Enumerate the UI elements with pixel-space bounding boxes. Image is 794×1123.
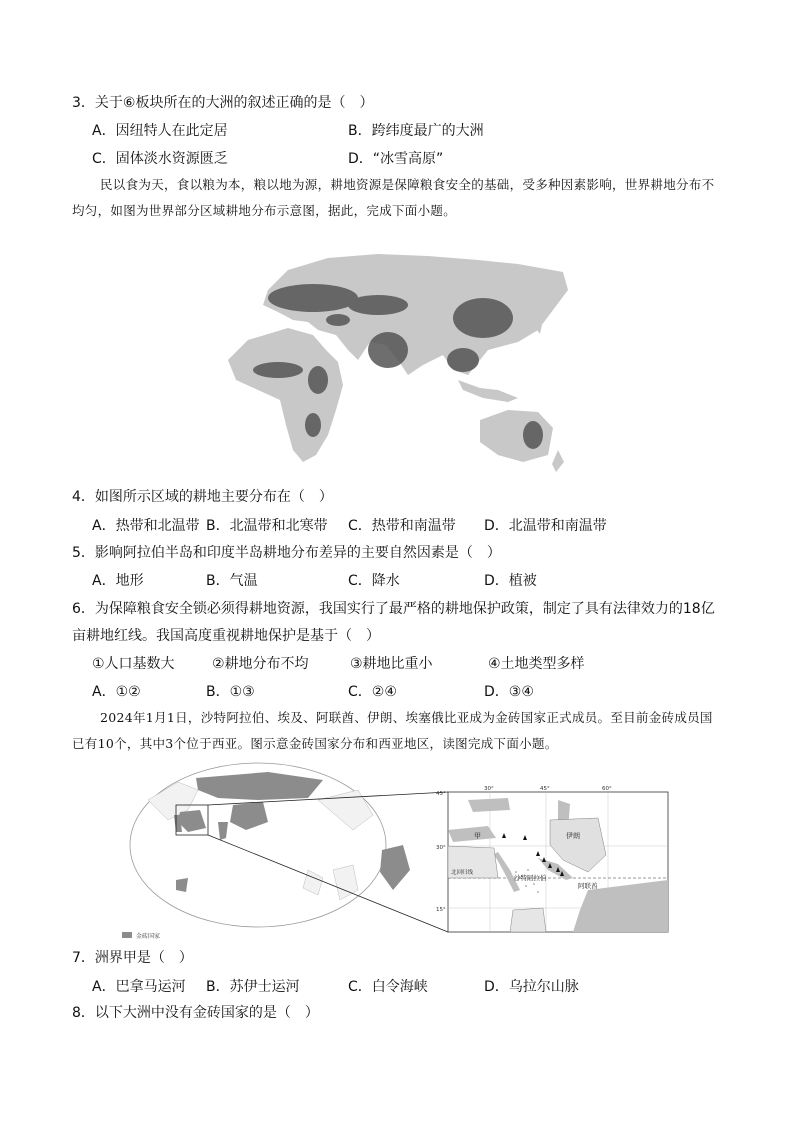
lat-label-30: 30° — [436, 845, 446, 851]
label-jia: 甲 — [474, 832, 481, 840]
ethiopia-fill — [510, 908, 546, 932]
cropland-map — [218, 250, 578, 480]
passage-brics: 2024年1月1日，沙特阿拉伯、埃及、阿联酋、伊朗、埃塞俄比亚成为金砖国家正式成员。至目前金砖成员国已有10个，其中3个位于西亚。图示意金砖国家分布和西亚地区，读图完成下面小题。 — [72, 710, 713, 751]
q6-item-3: ③耕地比重小 — [350, 656, 433, 672]
q7-option-b: B．苏伊士运河 — [206, 979, 300, 995]
q4-option-d: D．北温带和南温带 — [484, 518, 607, 534]
label-iran: 伊朗 — [566, 832, 580, 840]
lat-label-45: 45° — [436, 791, 446, 797]
legend-swatch — [122, 932, 132, 938]
q6-stem-line1: 6．为保障粮食安全锁必须得耕地资源，我国实行了最严格的耕地保护政策，制定了具有法律效力的18亿 — [72, 601, 715, 617]
q3-option-b: B．跨纬度最广的大洲 — [348, 123, 484, 139]
q7-option-c: C．白令海峡 — [348, 979, 428, 995]
brazil — [380, 845, 410, 890]
q5-stem: 5．影响阿拉伯半岛和印度半岛耕地分布差异的主要自然因素是（ ） — [72, 545, 501, 561]
brics-map — [118, 760, 678, 945]
africa-landmass — [228, 328, 343, 462]
q3-option-a: A．因纽特人在此定居 — [92, 123, 228, 139]
q5-option-b: B．气温 — [206, 573, 258, 589]
q5-option-a: A．地形 — [92, 573, 144, 589]
label-uae: 阿联酋 — [578, 882, 598, 890]
q5-option-c: C．降水 — [348, 573, 400, 589]
label-saudi: 沙特阿拉伯 — [514, 874, 547, 882]
q3-option-c: C．固体淡水资源匮乏 — [92, 151, 228, 167]
q3-option-d: D．“冰雪高原” — [348, 151, 444, 167]
q6-option-b: B．①③ — [206, 684, 255, 700]
q5-option-d: D．植被 — [484, 573, 537, 589]
q7-stem: 7．洲界甲是（ ） — [72, 950, 193, 966]
southeast-asia-islands — [458, 380, 518, 402]
q3-stem: 3．关于⑥板块所在的大洲的叙述正确的是（ ） — [72, 95, 374, 111]
q6-option-a: A．①② — [92, 684, 141, 700]
q4-option-b: B．北温带和北寒带 — [206, 518, 328, 534]
q7-option-d: D．乌拉尔山脉 — [484, 979, 579, 995]
q6-item-1: ①人口基数大 — [92, 656, 175, 672]
lat-label-15: 15° — [436, 907, 446, 913]
lon-label-60: 60° — [602, 786, 612, 792]
label-tropic: 北回归线 — [451, 870, 474, 876]
q4-stem: 4．如图所示区域的耕地主要分布在（ ） — [72, 489, 333, 505]
passage-cropland: 民以食为天，食以粮为本，粮以地为源，耕地资源是保障粮食安全的基础，受多种因素影响，世界耕地分布不均匀，如图为世界部分区域耕地分布示意图，据此，完成下面小题。 — [72, 177, 715, 218]
south-africa — [176, 878, 188, 892]
lon-label-45: 45° — [540, 786, 550, 792]
new-zealand — [552, 450, 564, 472]
q6-item-2: ②耕地分布不均 — [212, 656, 309, 672]
q4-option-a: A．热带和北温带 — [92, 518, 200, 534]
q6-item-4: ④土地类型多样 — [488, 656, 585, 672]
legend-label: 金砖国家 — [136, 933, 161, 940]
q6-option-d: D．③④ — [484, 684, 534, 700]
west-asia-inset — [436, 786, 668, 932]
q4-option-c: C．热带和南温带 — [348, 518, 456, 534]
black-sea — [468, 798, 510, 812]
q8-stem: 8．以下大洲中没有金砖国家的是（ ） — [72, 1005, 319, 1021]
q6-option-c: C．②④ — [348, 684, 397, 700]
lon-label-30: 30° — [484, 786, 494, 792]
q7-option-a: A．巴拿马运河 — [92, 979, 186, 995]
q6-stem-line2: 亩耕地红线。我国高度重视耕地保护是基于（ ） — [72, 628, 380, 644]
